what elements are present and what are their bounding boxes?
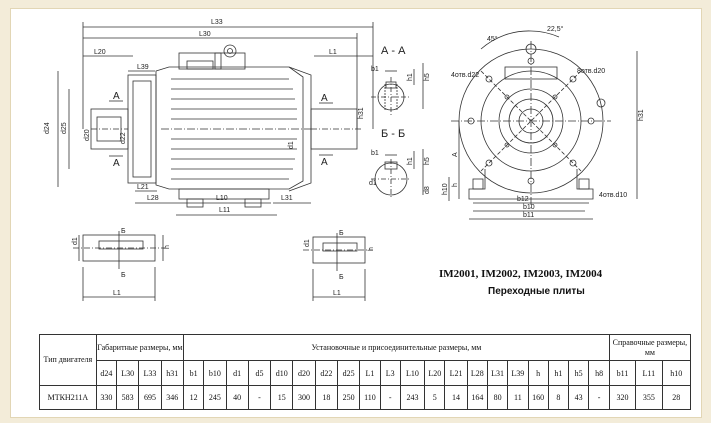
column-header: d10 [271,361,293,385]
motor-type-cell: МТКН211А [40,385,97,409]
dim-label: d20 [84,129,91,141]
section-mark: A [113,158,120,169]
table-cell: 346 [161,385,183,409]
dim-label: h1 [407,73,414,81]
dim-label: b12 [517,196,529,203]
section-mark: Б [339,230,344,237]
column-header: L31 [487,361,507,385]
table-cell: 18 [315,385,337,409]
table-cell: 300 [293,385,315,409]
table-cell: 80 [487,385,507,409]
section-mark: Б [339,274,344,281]
column-header: L20 [425,361,445,385]
table-cell: 164 [467,385,487,409]
column-header: h1 [548,361,568,385]
column-header: h31 [161,361,183,385]
table-cell: 695 [139,385,161,409]
column-header: L21 [445,361,467,385]
table-cell: 12 [183,385,203,409]
column-header: L30 [117,361,139,385]
front-view-labels [44,19,365,214]
table-row [40,385,691,409]
dim-label: d24 [44,122,51,134]
end-view-labels [442,25,645,219]
dim-label: h10 [442,183,449,195]
column-header: L1 [360,361,380,385]
column-header-row [40,361,691,385]
type-header: Тип двигателя [40,335,97,386]
dim-label: L1 [329,49,337,56]
table-cell: 28 [662,385,690,409]
section-mark: Б [121,228,126,235]
column-header: L11 [636,361,662,385]
column-header: h [528,361,548,385]
dim-label: L39 [137,64,149,71]
dim-label: h5 [424,73,431,81]
column-header: b1 [183,361,203,385]
dim-label: h5 [424,157,431,165]
table-cell: 330 [96,385,116,409]
hole-label: 8отв.d20 [577,68,606,75]
plates-caption: Переходные плиты [488,286,585,297]
section-bb-title: Б - Б [381,128,406,140]
dim-label: L20 [94,49,106,56]
variants-caption: IM2001, IM2002, IM2003, IM2004 [439,268,603,280]
dim-label: d1 [369,180,377,187]
table-cell: 40 [226,385,248,409]
dim-label: h [452,183,459,187]
dim-label: L1 [113,290,121,297]
section-mark: A [321,93,328,104]
section-bb [371,149,423,199]
column-header: d25 [338,361,360,385]
right-shaft-labels [304,230,375,297]
table-cell: 245 [204,385,226,409]
column-header: L3 [380,361,400,385]
end-view [449,31,637,219]
dim-label: L30 [199,31,211,38]
dim-label: L31 [281,195,293,202]
table-cell: 5 [425,385,445,409]
table-cell: 355 [636,385,662,409]
section-aa [371,63,423,117]
dim-label: d1 [288,141,295,149]
dim-label: d25 [61,122,68,134]
hole-label: 4отв.d22 [451,72,480,79]
section-mark: A [113,91,120,102]
section-aa-title: А - А [381,45,406,57]
dim-label: d8 [424,186,431,194]
dim-label: b1 [371,66,379,73]
section-aa-labels [371,45,431,81]
dim-label: d22 [120,132,127,144]
column-header: h10 [662,361,690,385]
column-header: L10 [400,361,424,385]
column-header: L33 [139,361,161,385]
table-cell: 11 [508,385,528,409]
table-cell: 160 [528,385,548,409]
table-cell: - [248,385,270,409]
dim-label: L21 [137,184,149,191]
dim-label: h [368,247,375,251]
column-header: L39 [508,361,528,385]
table-cell: 250 [338,385,360,409]
section-mark: Б [121,272,126,279]
angle-label: 22,5° [547,26,564,33]
section-bb-labels [369,128,431,194]
column-header: b11 [609,361,635,385]
spec-table [39,334,691,410]
column-header: h8 [589,361,610,385]
dim-label: d1 [72,237,79,245]
column-header: d5 [248,361,270,385]
dim-label: L28 [147,195,159,202]
dim-label: L10 [216,195,228,202]
dim-label: L11 [219,207,231,214]
table-cell: 14 [445,385,467,409]
angle-label: 45° [487,36,498,43]
left-shaft-labels [72,228,171,297]
dim-label: b1 [371,150,379,157]
column-header: h5 [569,361,589,385]
group-overall-header: Габаритные размеры, мм [96,335,183,361]
table-cell: 8 [548,385,568,409]
column-header: d20 [293,361,315,385]
table-cell: 320 [609,385,635,409]
dim-label: b11 [523,212,535,219]
column-header: d24 [96,361,116,385]
section-mark: A [321,157,328,168]
table-cell: 243 [400,385,424,409]
column-header: L28 [467,361,487,385]
dim-label: h31 [638,109,645,121]
table-cell: 110 [360,385,380,409]
dim-label: h1 [407,157,414,165]
dim-label: A [452,152,459,157]
dim-label: h31 [358,107,365,119]
column-header: d22 [315,361,337,385]
column-header: b10 [204,361,226,385]
table-cell: 15 [271,385,293,409]
table-cell: 43 [569,385,589,409]
group-mount-header: Установочные и присоединительные размеры, мм [183,335,609,361]
hole-label: 4отв.d10 [599,192,628,199]
dim-label: L33 [211,19,223,26]
drawing-frame [10,8,702,418]
table-cell: - [380,385,400,409]
dim-label: h [164,245,171,249]
table-cell: - [589,385,610,409]
group-ref-header: Справочные размеры, мм [609,335,690,361]
dim-label: b10 [523,204,535,211]
dim-label: d1 [304,239,311,247]
table-cell: 583 [117,385,139,409]
dim-label: L1 [333,290,341,297]
column-header: d1 [226,361,248,385]
